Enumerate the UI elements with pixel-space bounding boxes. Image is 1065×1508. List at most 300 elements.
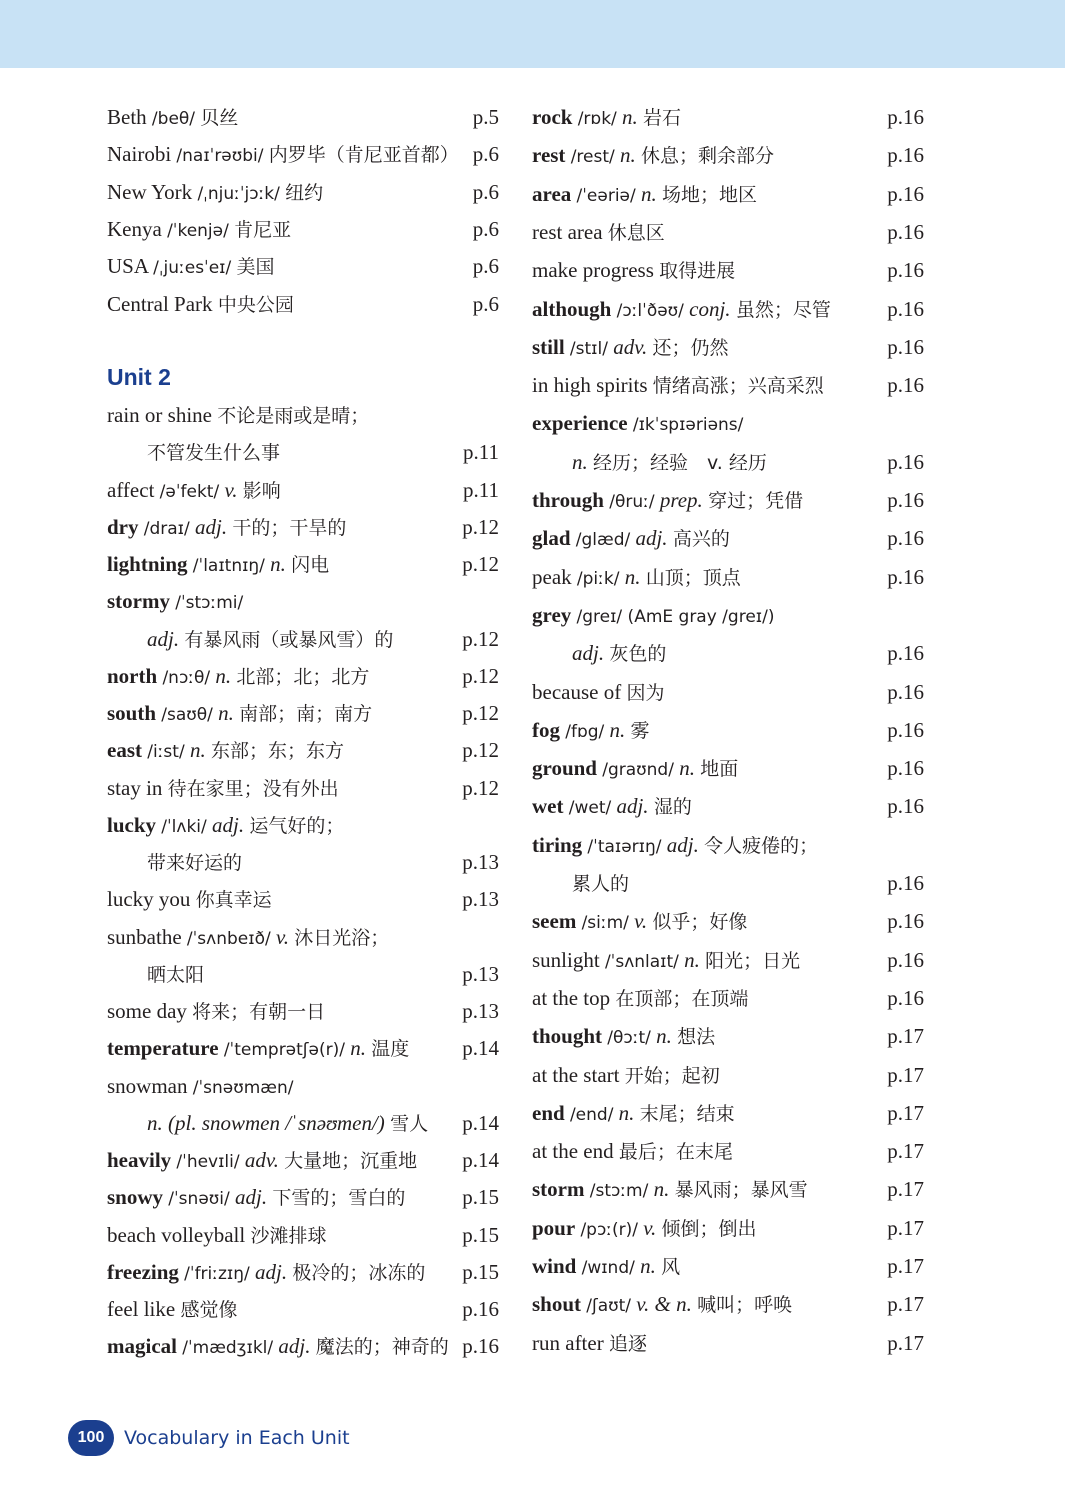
vocab-entry bbox=[532, 1021, 924, 1051]
vocab-entry bbox=[107, 139, 499, 169]
entry-word: wind bbox=[532, 1254, 577, 1278]
entry-phonetic: /ˈsʌnlaɪt/ bbox=[604, 951, 679, 972]
entry-translation: 湿的 bbox=[653, 796, 692, 819]
entry-word: dry bbox=[107, 514, 139, 539]
entry-word: rest area bbox=[532, 219, 603, 244]
entry-translation: 你真幸运 bbox=[195, 889, 272, 912]
entry-translation: 岩石 bbox=[643, 107, 682, 129]
entry-part-of-speech: adj. bbox=[635, 526, 668, 551]
entry-text bbox=[532, 1174, 808, 1206]
entry-phonetic: /ˈkenjə/ bbox=[167, 220, 229, 241]
entry-phonetic: /ʃaʊt/ bbox=[586, 1296, 632, 1317]
entry-word: snowy bbox=[107, 1185, 164, 1210]
entry-word: stay in bbox=[107, 775, 163, 800]
vocab-entry bbox=[532, 600, 924, 630]
entry-phonetic: /draɪ/ bbox=[143, 518, 190, 539]
entry-word: experience bbox=[532, 411, 628, 436]
vocab-entry bbox=[107, 735, 499, 765]
entry-part-of-speech: n. bbox=[640, 1254, 656, 1278]
entry-translation: 阳光；日光 bbox=[705, 949, 801, 972]
entry-text bbox=[107, 1182, 405, 1214]
vocab-entry bbox=[532, 791, 924, 821]
entry-translation: 纽约 bbox=[285, 181, 324, 204]
entry-translation: 累人的 bbox=[572, 873, 630, 895]
vocab-entry bbox=[532, 1060, 924, 1090]
vocab-entry bbox=[107, 400, 499, 430]
vocab-entry bbox=[532, 1289, 924, 1319]
entry-phonetic: /ˈmædʒɪkl/ bbox=[182, 1338, 274, 1359]
entry-text bbox=[107, 1071, 294, 1103]
entry-phonetic: /stɔːm/ bbox=[589, 1181, 649, 1202]
entry-word: although bbox=[532, 296, 612, 321]
entry-part-of-speech: n. bbox=[624, 564, 641, 589]
entry-phonetic: /wɪnd/ bbox=[581, 1258, 635, 1278]
vocab-entry bbox=[107, 102, 499, 132]
entry-text bbox=[107, 661, 369, 693]
entry-word: lucky bbox=[107, 812, 157, 837]
entry-text bbox=[532, 485, 803, 517]
entry-phonetic: /glæd/ bbox=[575, 530, 631, 551]
entry-word: seem bbox=[532, 909, 577, 934]
entry-text bbox=[572, 638, 666, 669]
entry-word: make progress bbox=[532, 258, 654, 283]
entry-translation: 取得进展 bbox=[659, 260, 736, 283]
entry-word: lightning bbox=[107, 552, 188, 576]
top-banner bbox=[0, 0, 1065, 68]
vocab-entry bbox=[107, 922, 499, 952]
entry-word: rock bbox=[532, 105, 573, 129]
entry-text bbox=[572, 447, 767, 478]
entry-part-of-speech: n. bbox=[679, 756, 695, 781]
entry-text bbox=[532, 1213, 757, 1245]
entry-page-ref: p.16 bbox=[887, 334, 924, 359]
entry-part-of-speech: v. bbox=[634, 909, 648, 934]
entry-continuation bbox=[107, 1108, 499, 1138]
entry-word: New York bbox=[107, 179, 193, 204]
vocab-entry bbox=[532, 1098, 924, 1128]
vocab-entry bbox=[532, 1251, 924, 1281]
entry-phonetic: /naɪˈrəʊbi/ bbox=[176, 146, 264, 167]
entry-text bbox=[532, 102, 681, 134]
entry-text bbox=[107, 177, 323, 209]
vocab-entry bbox=[532, 1136, 924, 1166]
entry-text bbox=[107, 884, 272, 915]
entry-phonetic: /ˈfriːzɪŋ/ bbox=[184, 1263, 250, 1284]
entry-word: east bbox=[107, 738, 142, 763]
entry-text bbox=[147, 847, 242, 878]
entry-text bbox=[532, 906, 747, 938]
entry-page-ref: p.16 bbox=[887, 794, 924, 819]
entry-part-of-speech: n. bbox=[640, 181, 657, 206]
entry-phonetic: /end/ bbox=[569, 1104, 614, 1125]
entry-text bbox=[107, 549, 329, 581]
entry-translation: 美国 bbox=[236, 256, 275, 279]
entry-part-of-speech: adv. bbox=[244, 1148, 279, 1172]
vocab-entry bbox=[107, 1033, 499, 1063]
entry-word: grey bbox=[532, 602, 572, 627]
entry-continuation bbox=[107, 847, 499, 877]
entry-text bbox=[532, 1136, 733, 1167]
entry-text bbox=[107, 698, 372, 730]
entry-translation: 在顶部；在顶端 bbox=[615, 987, 749, 1010]
entry-word: in high spirits bbox=[532, 373, 648, 398]
page-number-badge: 100 bbox=[68, 1420, 114, 1456]
entry-text bbox=[532, 255, 735, 286]
entry-page-ref: p.15 bbox=[462, 1222, 499, 1247]
entry-translation: 令人疲倦的； bbox=[704, 834, 819, 857]
entry-word: glad bbox=[532, 526, 571, 551]
entry-text bbox=[532, 830, 818, 862]
entry-page-ref: p.6 bbox=[472, 179, 499, 204]
vocab-entry bbox=[532, 1174, 924, 1204]
entry-part-of-speech: adj. bbox=[147, 626, 180, 651]
vocab-entry bbox=[107, 214, 499, 244]
entry-translation: 因为 bbox=[626, 681, 665, 704]
entry-page-ref: p.17 bbox=[887, 1254, 924, 1278]
entry-text bbox=[532, 408, 743, 440]
entry-word: end bbox=[532, 1100, 565, 1125]
vocab-entry bbox=[532, 102, 924, 132]
entry-text bbox=[107, 1220, 326, 1251]
footer-title: Vocabulary in Each Unit bbox=[124, 1427, 350, 1449]
entry-text bbox=[107, 251, 275, 283]
entry-word: stormy bbox=[107, 589, 170, 614]
entry-text bbox=[532, 332, 728, 364]
entry-page-ref: p.12 bbox=[462, 701, 499, 725]
entry-page-ref: p.16 bbox=[887, 488, 924, 512]
entry-word: storm bbox=[532, 1177, 585, 1202]
entry-text bbox=[572, 868, 629, 899]
entry-phonetic: /ˈstɔːmi/ bbox=[175, 593, 244, 614]
entry-page-ref: p.13 bbox=[462, 999, 499, 1023]
entry-word: heavily bbox=[107, 1148, 172, 1172]
entry-page-ref: p.5 bbox=[472, 105, 499, 129]
entry-text bbox=[107, 102, 238, 134]
entry-translation: 穿过；凭借 bbox=[708, 490, 804, 512]
vocab-entry bbox=[532, 408, 924, 438]
entry-part-of-speech: n. bbox=[270, 552, 286, 576]
entry-text bbox=[532, 791, 692, 823]
entry-phonetic: /fɒg/ bbox=[565, 721, 605, 742]
entry-translation: 不论是雨或是晴； bbox=[217, 405, 370, 427]
entry-word: affect bbox=[107, 477, 155, 502]
entry-part-of-speech: v. & n. bbox=[636, 1292, 692, 1317]
entry-text bbox=[532, 1289, 792, 1321]
entry-page-ref: p.12 bbox=[462, 775, 499, 800]
entry-translation: 灰色的 bbox=[609, 643, 667, 666]
vocab-entry bbox=[107, 1071, 499, 1101]
entry-continuation bbox=[107, 624, 499, 654]
vocab-entry bbox=[532, 753, 924, 783]
entry-page-ref: p.16 bbox=[887, 449, 924, 474]
entry-text bbox=[107, 400, 369, 431]
entry-translation: 不管发生什么事 bbox=[147, 442, 281, 465]
entry-phonetic: /rɒk/ bbox=[577, 109, 617, 129]
entry-translation: 极冷的；冰冻的 bbox=[292, 1261, 426, 1284]
entry-word: at the end bbox=[532, 1139, 614, 1164]
entry-part-of-speech: n. bbox=[653, 1177, 670, 1202]
entry-page-ref: p.16 bbox=[887, 143, 924, 168]
entry-continuation bbox=[532, 868, 924, 898]
entry-word: wet bbox=[532, 794, 564, 819]
entry-word: pour bbox=[532, 1215, 576, 1240]
entry-text bbox=[107, 1257, 425, 1289]
entry-translation: 休息区 bbox=[607, 221, 665, 244]
entry-text bbox=[147, 437, 280, 468]
entry-translation: 大量地；沉重地 bbox=[284, 1150, 418, 1172]
entry-translation: 带来好运的 bbox=[147, 852, 243, 874]
entry-word: Central Park bbox=[107, 291, 213, 316]
vocab-entry bbox=[532, 1328, 924, 1358]
entry-text bbox=[532, 523, 730, 555]
entry-page-ref: p.14 bbox=[462, 1110, 499, 1135]
entry-part-of-speech: n. bbox=[622, 105, 638, 129]
entry-phonetic: /nɔːθ/ bbox=[162, 667, 211, 688]
vocab-entry bbox=[532, 562, 924, 592]
entry-word: sunlight bbox=[532, 947, 600, 972]
vocab-entry bbox=[532, 140, 924, 170]
entry-part-of-speech: adj. bbox=[572, 641, 605, 666]
entry-page-ref: p.17 bbox=[887, 1062, 924, 1087]
entry-continuation bbox=[107, 437, 499, 467]
entry-part-of-speech: conj. bbox=[689, 296, 731, 321]
entry-continuation bbox=[532, 447, 924, 477]
entry-word: freezing bbox=[107, 1259, 179, 1284]
entry-translation: 运气好的； bbox=[249, 814, 345, 837]
entry-translation: 开始；起初 bbox=[624, 1064, 720, 1087]
entry-translation: 末尾；结束 bbox=[639, 1102, 735, 1125]
vocab-entry bbox=[532, 179, 924, 209]
entry-page-ref: p.16 bbox=[887, 871, 924, 895]
entry-phonetic: /ˈeəriə/ bbox=[576, 185, 636, 206]
vocab-entry bbox=[107, 177, 499, 207]
vocab-entry bbox=[107, 475, 499, 505]
entry-word: thought bbox=[532, 1024, 603, 1049]
entry-page-ref: p.16 bbox=[887, 756, 924, 781]
vocab-entry bbox=[107, 810, 499, 840]
entry-text bbox=[107, 996, 325, 1027]
entry-translation: 晒太阳 bbox=[147, 963, 205, 986]
entry-part-of-speech: adj. bbox=[234, 1185, 268, 1210]
entry-word: some day bbox=[107, 999, 187, 1023]
entry-translation: 还；仍然 bbox=[652, 336, 729, 359]
entry-phonetic: /ˌjuːesˈeɪ/ bbox=[153, 258, 232, 279]
vocab-entry bbox=[107, 512, 499, 542]
entry-translation: 风 bbox=[661, 1256, 681, 1278]
entry-page-ref: p.6 bbox=[472, 291, 499, 316]
vocab-entry bbox=[107, 1331, 499, 1361]
entry-text bbox=[107, 214, 291, 246]
entry-phonetic: /ˈlaɪtnɪŋ/ bbox=[192, 556, 265, 576]
entry-part-of-speech: adj. bbox=[212, 812, 245, 837]
entry-part-of-speech: n. bbox=[189, 738, 206, 763]
entry-part-of-speech: adj. bbox=[616, 794, 649, 819]
entry-word: through bbox=[532, 488, 604, 512]
entry-page-ref: p.16 bbox=[887, 641, 924, 666]
entry-text bbox=[532, 715, 650, 747]
entry-continuation bbox=[107, 959, 499, 989]
entry-translation: 感觉像 bbox=[180, 1299, 238, 1321]
entry-translation: 山顶；顶点 bbox=[645, 566, 741, 589]
entry-translation: 温度 bbox=[371, 1038, 410, 1061]
vocab-entry bbox=[107, 289, 499, 319]
entry-page-ref: p.12 bbox=[462, 514, 499, 539]
entry-word: tiring bbox=[532, 832, 583, 857]
entry-part-of-speech: n. bbox=[609, 717, 626, 742]
entry-part-of-speech: n. bbox=[215, 663, 232, 688]
entry-word: south bbox=[107, 701, 157, 725]
entry-page-ref: p.6 bbox=[472, 142, 499, 167]
entry-text bbox=[107, 1145, 417, 1177]
vocab-entry bbox=[532, 523, 924, 553]
entry-page-ref: p.13 bbox=[462, 850, 499, 874]
entry-phonetic: /graʊnd/ bbox=[602, 760, 674, 781]
entry-text bbox=[147, 1108, 428, 1139]
vocab-entry bbox=[107, 586, 499, 616]
entry-page-ref: p.15 bbox=[462, 1259, 499, 1284]
vocab-entry bbox=[532, 983, 924, 1013]
entry-word: Kenya bbox=[107, 216, 162, 241]
entry-phonetic: /siːm/ bbox=[581, 913, 629, 934]
vocab-entry bbox=[107, 1220, 499, 1250]
entry-translation: 暴风雨；暴风雪 bbox=[674, 1179, 808, 1202]
entry-text bbox=[532, 983, 748, 1014]
entry-page-ref: p.6 bbox=[472, 254, 499, 279]
entry-part-of-speech: v. bbox=[275, 924, 289, 949]
vocab-entry bbox=[532, 485, 924, 515]
entry-text bbox=[107, 735, 344, 767]
entry-translation: 沐日光浴； bbox=[294, 926, 390, 949]
vocab-entry bbox=[532, 332, 924, 362]
entry-word: magical bbox=[107, 1334, 177, 1359]
entry-word: rain or shine bbox=[107, 403, 212, 427]
entry-phonetic: /stɪl/ bbox=[569, 338, 608, 359]
entry-page-ref: p.16 bbox=[887, 181, 924, 206]
entry-word: peak bbox=[532, 564, 572, 589]
entry-translation: 喊叫；呼唤 bbox=[697, 1294, 793, 1317]
entry-text bbox=[107, 512, 346, 544]
entry-word: run after bbox=[532, 1330, 604, 1355]
entry-translation: 影响 bbox=[242, 479, 281, 502]
entry-page-ref: p.16 bbox=[887, 564, 924, 589]
entry-phonetic: /θruː/ bbox=[609, 492, 655, 512]
entry-word: at the top bbox=[532, 985, 611, 1010]
entry-translation: 有暴风雨（或暴风雪）的 bbox=[184, 628, 394, 651]
entry-word: feel like bbox=[107, 1297, 176, 1321]
entry-translation: 似乎；好像 bbox=[652, 911, 748, 934]
entry-page-ref: p.12 bbox=[462, 663, 499, 688]
entry-text bbox=[532, 600, 774, 632]
vocab-entry bbox=[107, 773, 499, 803]
entry-phonetic: /ˈtaɪərɪŋ/ bbox=[587, 836, 662, 857]
entry-text bbox=[532, 945, 800, 977]
entry-text bbox=[532, 1060, 720, 1091]
entry-translation: 雪人 bbox=[390, 1112, 429, 1135]
entry-text bbox=[107, 475, 281, 507]
entry-translation: 将来；有朝一日 bbox=[192, 1001, 326, 1023]
entry-continuation bbox=[532, 638, 924, 668]
entry-phonetic: /ˈsnəʊi/ bbox=[168, 1189, 230, 1210]
entry-page-ref: p.16 bbox=[887, 909, 924, 934]
entry-phonetic: /ˈlʌki/ bbox=[161, 816, 207, 837]
entry-text bbox=[532, 294, 831, 326]
entry-part-of-speech: n. bbox=[350, 1036, 366, 1061]
entry-page-ref: p.17 bbox=[887, 1139, 924, 1164]
entry-page-ref: p.17 bbox=[887, 1100, 924, 1125]
entry-translation: 高兴的 bbox=[672, 528, 730, 551]
entry-text bbox=[107, 289, 294, 320]
entry-page-ref: p.13 bbox=[462, 887, 499, 912]
entry-word: snowman bbox=[107, 1073, 188, 1098]
entry-translation: 情绪高涨；兴高采烈 bbox=[652, 375, 824, 398]
vocab-entry bbox=[107, 884, 499, 914]
entry-page-ref: p.13 bbox=[462, 961, 499, 986]
entry-phonetic: /iːst/ bbox=[147, 742, 185, 763]
entry-page-ref: p.11 bbox=[463, 477, 499, 502]
entry-page-ref: p.16 bbox=[887, 105, 924, 129]
entry-part-of-speech: n. bbox=[618, 1100, 635, 1125]
entry-text bbox=[107, 139, 459, 171]
entry-phonetic: /θɔːt/ bbox=[607, 1028, 651, 1049]
entry-translation: 地面 bbox=[700, 758, 739, 781]
entry-text bbox=[107, 810, 344, 842]
entry-page-ref: p.14 bbox=[462, 1148, 499, 1172]
entry-part-of-speech: adj. bbox=[194, 514, 228, 539]
entry-text bbox=[532, 1328, 647, 1359]
entry-phonetic: /ɪkˈspɪəriəns/ bbox=[632, 415, 744, 436]
entry-part-of-speech: adj. bbox=[666, 832, 699, 857]
vocab-entry bbox=[107, 251, 499, 281]
vocab-entry bbox=[532, 294, 924, 324]
entry-translation: 南部；南；南方 bbox=[239, 703, 373, 725]
entry-text bbox=[107, 1033, 409, 1065]
entry-page-ref: p.16 bbox=[887, 219, 924, 244]
entry-page-ref: p.16 bbox=[462, 1297, 499, 1321]
vocab-entry bbox=[532, 677, 924, 707]
entry-text bbox=[532, 753, 738, 785]
entry-translation: 内罗毕（肯尼亚首都） bbox=[268, 144, 459, 167]
entry-page-ref: p.16 bbox=[887, 373, 924, 398]
entry-word: north bbox=[107, 663, 158, 688]
entry-phonetic: /ɔːlˈðəʊ/ bbox=[616, 300, 684, 321]
entry-part-of-speech: v. bbox=[224, 477, 238, 502]
vocab-entry bbox=[107, 996, 499, 1026]
entry-page-ref: p.16 bbox=[887, 526, 924, 551]
vocab-entry bbox=[107, 549, 499, 579]
entry-page-ref: p.12 bbox=[462, 626, 499, 651]
entry-part-of-speech: adv. bbox=[613, 334, 648, 359]
entry-word: shout bbox=[532, 1292, 582, 1317]
entry-word: because of bbox=[532, 679, 622, 704]
entry-translation: 雾 bbox=[630, 719, 650, 742]
entry-part-of-speech: n. bbox=[572, 449, 588, 474]
entry-translation: 倾倒；倒出 bbox=[661, 1217, 757, 1240]
entry-page-ref: p.12 bbox=[462, 552, 499, 576]
entry-translation: 休息；剩余部分 bbox=[641, 145, 775, 168]
entry-text bbox=[107, 773, 339, 804]
entry-text bbox=[532, 1021, 715, 1053]
entry-phonetic: /ˌnjuːˈjɔːk/ bbox=[197, 183, 280, 204]
entry-word: Beth bbox=[107, 105, 147, 129]
entry-page-ref: p.17 bbox=[887, 1330, 924, 1355]
entry-translation: 追逐 bbox=[608, 1332, 647, 1355]
entry-translation: 下雪的；雪白的 bbox=[272, 1187, 406, 1210]
entry-translation: 场地；地区 bbox=[661, 183, 757, 206]
entry-text bbox=[532, 370, 824, 401]
entry-translation: 肯尼亚 bbox=[234, 218, 292, 241]
entry-part-of-speech: n. bbox=[656, 1024, 672, 1049]
entry-word: USA bbox=[107, 254, 148, 279]
